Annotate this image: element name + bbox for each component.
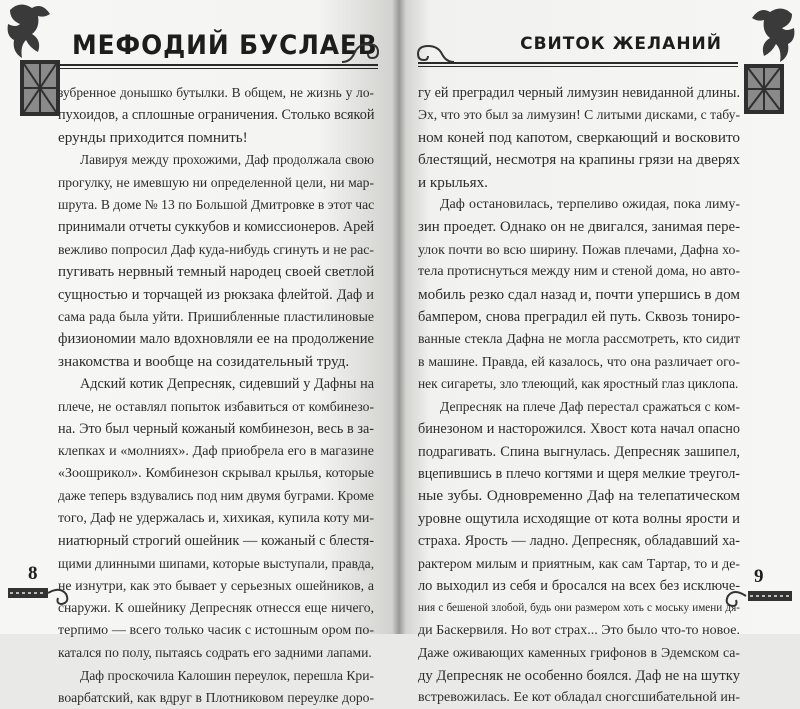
text-line: катался по полу, пытаясь содрать его задними лапами.: [58, 645, 372, 661]
text-line: тела протиснуться между ним и стеной дома, но авто-: [418, 264, 740, 280]
text-line: плече, не оставлял попыток избавиться от комбинезо-: [58, 398, 374, 414]
griffin-ornament-icon: [742, 4, 800, 116]
text-line: щими длинными шипами, которые выступали, правда,: [58, 555, 375, 571]
text-line: не изнутри, как это бывает у серьезных ошейников, а: [58, 577, 374, 593]
footer-ornament-icon: [716, 586, 796, 614]
text-line: улок почти во всю ширину. Пожав плечами, Дафна хо-: [418, 241, 740, 257]
dragon-ornament-icon: [2, 0, 62, 118]
text-line: Даже оживающих каменных грифонов в Эдемском са-: [418, 645, 740, 661]
footer-ornament-icon: [8, 584, 78, 612]
text-line: мобиль резко сдал назад и, почти упершись в дом: [418, 285, 740, 303]
text-line: ди Баскервиля. Но вот страх... Это было что-то новое.: [418, 622, 740, 638]
book-gutter: [392, 0, 406, 634]
text-line: страха. Ярость — ладно. Депресняк, обладавший ха-: [418, 533, 740, 550]
header-rule: [58, 64, 378, 66]
text-line: сущностью и торчащей из рюкзака флейтой. Даф и: [58, 286, 374, 303]
text-line: встревожилась. Ее кот обладал сногсшибательной ин-: [418, 689, 740, 705]
text-line: ванные стекла Дафна не могла рассмотреть, кто сидит: [418, 331, 740, 347]
header-rule: [418, 62, 738, 64]
page-number: 8: [28, 563, 38, 584]
text-line: ниатюрный строгий ошейник — кожаный с блестя-: [58, 533, 374, 550]
text-line: пухоидов, а сплошные ограничения. Столько всякой: [58, 107, 375, 124]
text-line: воарбатский, как вдруг в Плотниковом переулке доро-: [58, 689, 374, 705]
corner-scroll-icon: [340, 40, 384, 66]
text-line: гу ей преградил черный лимузин невиданной длины.: [418, 85, 740, 101]
text-line: ния с бешеной злобой, будь они размером хоть с моську имени дя-: [418, 602, 740, 615]
text-line: Даф проскочила Калошин переулок, перешла Кри-: [80, 667, 374, 683]
text-line: Лавируя между прохожими, Даф продолжала свою: [80, 152, 374, 168]
page-number: 9: [754, 566, 764, 587]
text-line: «Зоошрикол». Комбинезон скрывал крылья, которые: [58, 465, 374, 481]
text-line: Даф остановилась, терпеливо ожидая, пока лиму-: [440, 197, 740, 213]
text-line: снаружи. К ошейнику Депресняк отнесся еще ничего,: [58, 600, 374, 616]
text-line: ерунды приходится помнить!: [58, 128, 248, 146]
text-line: знакомства и вообще на созидательный труд.: [58, 352, 350, 370]
text-line: пугивать нервный темный народец своей светлой: [58, 264, 375, 281]
running-title: СВИТОК ЖЕЛАНИЙ: [520, 34, 722, 54]
body-text-left: [58, 82, 374, 709]
body-text-right: [418, 82, 740, 709]
header-rule-thin: [58, 68, 378, 69]
right-page: [398, 0, 800, 705]
text-line: и крыльях.: [418, 173, 488, 191]
header-rule-thin: [418, 66, 738, 67]
text-line: прогулку, не имевшую ни определенной цели, ни мар-: [58, 174, 374, 190]
text-line: нек сигареты, зло тлеющий, как яростный глаз циклопа.: [418, 376, 739, 392]
text-line: в машине. Правда, ей казалось, что она различает ого-: [418, 353, 740, 369]
text-line: шрута. В доме № 13 по Большой Дмитровке в этот час: [58, 197, 375, 213]
text-line: на. Это был черный кожаный комбинезон, весь в за-: [58, 421, 374, 438]
text-line: зин проедет. Однако он не двигался, занимая пере-: [418, 219, 740, 236]
text-line: физиономии мало вдохновляли ее на продолжение: [58, 331, 374, 348]
text-line: вежливо попросил Даф куда-нибудь сгинуть и не рас-: [58, 241, 374, 257]
text-line: уровне ощутила исходящие от кота волны ярости и: [418, 510, 740, 527]
text-line: терпимо — всего только часик с истошным ором по-: [58, 622, 374, 638]
text-line: принимали отчеты суккубов и комиссионеров. Арей: [58, 219, 375, 236]
text-line: того, Даф не удержалась и, хихикая, купила коту ми-: [58, 510, 374, 526]
text-line: Адский котик Депресняк, сидевший у Дафны на: [80, 376, 374, 393]
text-line: бинезоном и насторожился. Хвост кота начал опасно: [418, 421, 740, 438]
text-line: ло выходил из себя и бросался на всех без исключе-: [418, 577, 740, 594]
text-line: зубренное донышко бутылки. В общем, не жизнь у ло-: [58, 85, 374, 100]
text-line: Депресняк на плече Даф перестал сражаться с ком-: [440, 398, 740, 414]
text-line: Эх, что это был за лимузин! С литыми дисками, с табу-: [418, 107, 740, 123]
text-line: ном коней под капотом, сверкающий и восковито: [418, 128, 740, 146]
text-line: даже теперь вздувались под ним двумя буграми. Кроме: [58, 488, 374, 504]
left-page: [0, 0, 398, 705]
text-line: ду Депресняк не особенно боялся. Даф не на шутку: [418, 667, 740, 684]
text-line: рактером милым и приятным, как сам Тартар, то и де-: [418, 555, 740, 571]
text-line: блестящий, несмотря на крапины грязи на дверях: [418, 151, 740, 169]
text-line: подрагивать. Спина выгнулась. Депресняк зашипел,: [418, 443, 740, 460]
text-line: бампером, снова преградил ей путь. Сквозь тониро-: [418, 309, 740, 326]
text-line: ные зубы. Одновременно Даф на телепатическом: [418, 487, 740, 505]
running-title: МЕФОДИЙ БУСЛАЕВ: [72, 30, 378, 61]
text-line: сама рада была уйти. Пришибленные пластилиновые: [58, 309, 374, 325]
text-line: клепках и «молниях». Даф приобрела его в магазине: [58, 443, 374, 459]
text-line: вцепившись в плечо когтями и щеря мелкие треугол-: [418, 465, 740, 482]
